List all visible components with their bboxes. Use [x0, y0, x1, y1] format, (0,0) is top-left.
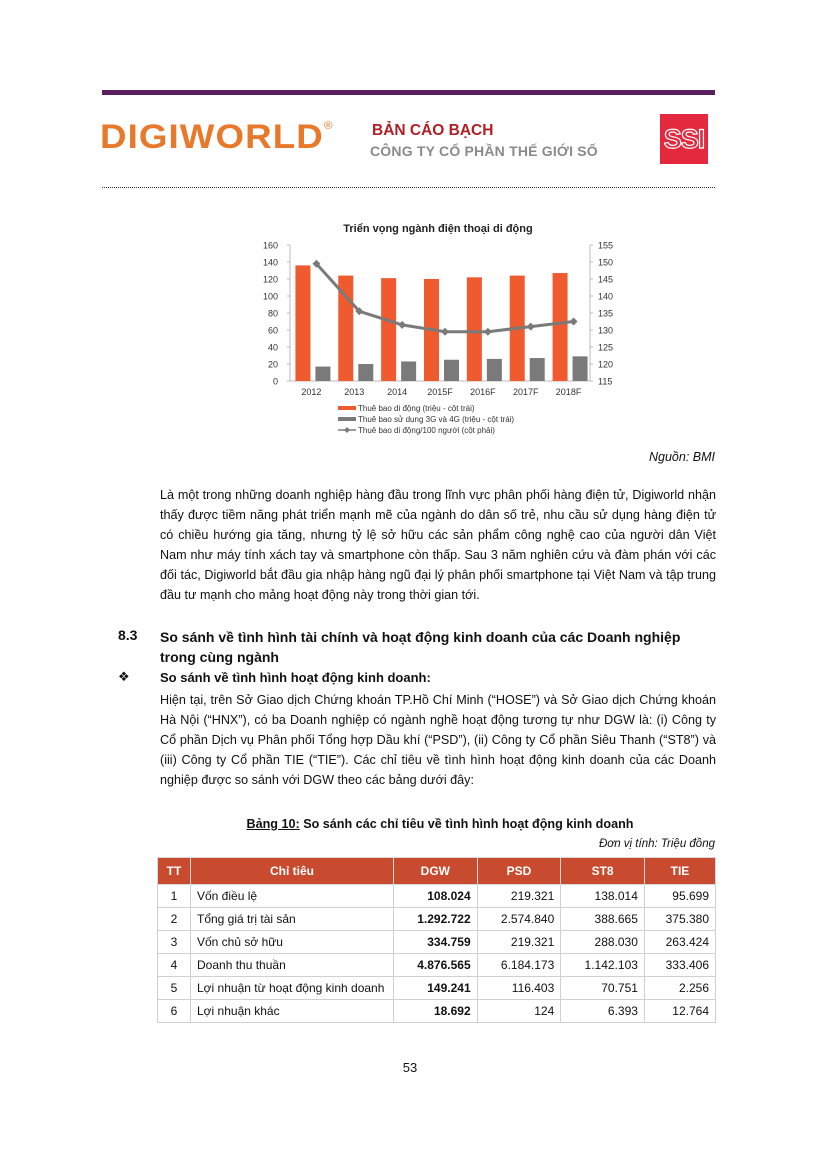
- value-tie: 375.380: [644, 908, 715, 931]
- row-indicator: Tổng giá trị tài sản: [191, 908, 394, 931]
- line-per-100-people: [316, 264, 573, 332]
- value-st8: 1.142.103: [561, 954, 645, 977]
- bar-3g4g-subscribers: [444, 360, 459, 381]
- col-tt: TT: [158, 858, 191, 885]
- line-marker: [441, 328, 449, 336]
- left-tick-label: 40: [267, 342, 278, 353]
- row-indicator: Doanh thu thuần: [191, 954, 394, 977]
- left-tick-label: 0: [272, 376, 278, 387]
- value-dgw: 1.292.722: [394, 908, 478, 931]
- legend-label: Thuê bao di động (triệu - cột trái): [358, 404, 475, 413]
- bar-mobile-subscribers: [381, 278, 396, 381]
- row-number: 6: [158, 1000, 191, 1023]
- value-st8: 388.665: [561, 908, 645, 931]
- right-tick-label: 125: [598, 342, 614, 353]
- x-tick-label: 2015F: [427, 387, 453, 397]
- bar-mobile-subscribers: [553, 273, 568, 381]
- table-row: [158, 885, 716, 908]
- bar-3g4g-subscribers: [530, 358, 545, 381]
- row-number: 2: [158, 908, 191, 931]
- right-tick-label: 120: [598, 359, 614, 370]
- value-st8: 138.014: [561, 885, 645, 908]
- left-tick-label: 140: [262, 257, 278, 268]
- row-number: 5: [158, 977, 191, 1000]
- left-tick-label: 100: [262, 291, 278, 302]
- value-tie: 95.699: [644, 885, 715, 908]
- value-tie: 333.406: [644, 954, 715, 977]
- row-number: 3: [158, 931, 191, 954]
- bar-3g4g-subscribers: [401, 361, 416, 381]
- right-tick-label: 145: [598, 274, 614, 285]
- value-psd: 2.574.840: [477, 908, 561, 931]
- value-st8: 288.030: [561, 931, 645, 954]
- value-tie: 12.764: [644, 1000, 715, 1023]
- left-tick-label: 80: [267, 308, 278, 319]
- x-tick-label: 2013: [344, 387, 365, 397]
- col-tie: TIE: [644, 858, 715, 885]
- value-dgw: 108.024: [394, 885, 478, 908]
- value-psd: 124: [477, 1000, 561, 1023]
- col-dgw: DGW: [394, 858, 478, 885]
- value-psd: 219.321: [477, 885, 561, 908]
- digiworld-logo: [100, 118, 334, 157]
- table-row: [158, 908, 716, 931]
- legend-marker: [344, 427, 350, 433]
- line-marker: [484, 328, 492, 336]
- registered-mark: ®: [323, 120, 334, 132]
- value-tie: 263.424: [644, 931, 715, 954]
- value-dgw: 334.759: [394, 931, 478, 954]
- right-axis: [590, 241, 613, 387]
- value-tie: 2.256: [644, 977, 715, 1000]
- company-name: CÔNG TY CỔ PHẦN THẾ GIỚI SỐ: [370, 143, 598, 159]
- right-tick-label: 140: [598, 291, 614, 302]
- value-dgw: 18.692: [394, 1000, 478, 1023]
- chart-legend: [338, 404, 514, 435]
- value-dgw: 4.876.565: [394, 954, 478, 977]
- table-row: [158, 1000, 716, 1023]
- left-tick-label: 20: [267, 359, 278, 370]
- comparison-table: [157, 857, 716, 1023]
- line-marker: [398, 321, 406, 329]
- subsection-title: So sánh về tình hình hoạt động kinh doanh:: [160, 670, 431, 685]
- table-row: [158, 931, 716, 954]
- right-tick-label: 130: [598, 325, 614, 336]
- chart-title: Triển vọng ngành điện thoại di động: [343, 223, 533, 235]
- row-indicator: Lợi nhuận khác: [191, 1000, 394, 1023]
- legend-label: Thuê bao sử dụng 3G và 4G (triệu - cột trái): [358, 415, 515, 424]
- bar-3g4g-subscribers: [573, 356, 588, 381]
- x-tick-label: 2018F: [555, 387, 582, 397]
- x-tick-label: 2016F: [470, 387, 496, 397]
- chart-source: Nguồn: BMI: [648, 450, 715, 464]
- value-dgw: 149.241: [394, 977, 478, 1000]
- line-marker: [570, 318, 578, 326]
- page-number: 53: [402, 1060, 418, 1075]
- col-psd: PSD: [477, 858, 561, 885]
- table-unit: Đơn vị tính: Triệu đồng: [598, 838, 715, 850]
- x-tick-label: 2012: [301, 387, 322, 397]
- section-number: 8.3: [118, 627, 138, 643]
- x-tick-label: 2017F: [512, 387, 539, 397]
- logo-text: DIGIWORLD: [100, 118, 324, 156]
- table-title: [0, 817, 820, 831]
- header-divider: [102, 187, 715, 188]
- legend-label: Thuê bao di động/100 người (cột phải): [358, 426, 495, 435]
- row-number: 4: [158, 954, 191, 977]
- table-label: Bảng 10:: [246, 817, 300, 831]
- row-indicator: Vốn điều lệ: [191, 885, 394, 908]
- col-indicator: Chỉ tiêu: [191, 858, 394, 885]
- bar-mobile-subscribers: [467, 277, 482, 381]
- right-tick-label: 115: [598, 376, 613, 387]
- right-tick-label: 150: [598, 257, 614, 268]
- bar-3g4g-subscribers: [315, 367, 330, 381]
- document-title: BẢN CÁO BẠCH: [372, 122, 494, 139]
- header-top-bar: [102, 90, 715, 95]
- mobile-outlook-chart: [250, 218, 630, 448]
- ssi-logo: [660, 114, 708, 164]
- bar-3g4g-subscribers: [487, 359, 502, 381]
- bullet-icon: ❖: [118, 669, 130, 684]
- value-psd: 116.403: [477, 977, 561, 1000]
- section-paragraph: Hiện tại, trên Sở Giao dịch Chứng khoán TP.Hồ Chí Minh (“HOSE”) và Sở Giao dịch Chứng khoán Hà Nội (“HNX”), có ba Doanh nghiệp có ngành nghề hoạt động tương tự như DGW là: (i) Công ty Cổ phần Dịch vụ Phân phối Tổng hợp Dầu khí (“PSD”), (ii) Công ty Cổ phần Siêu Thanh (“ST8”) và (iii) Công ty Cổ phần TIE (“TIE”). Các chỉ tiêu về tình hình hoạt động kinh doanh của các Doanh nghiệp được so sánh với DGW theo các bảng dưới đây:: [160, 693, 716, 787]
- right-tick-label: 155: [598, 240, 614, 251]
- x-tick-label: 2014: [387, 387, 408, 397]
- bar-mobile-subscribers: [295, 265, 310, 381]
- table-row: [158, 954, 716, 977]
- value-st8: 6.393: [561, 1000, 645, 1023]
- row-indicator: Lợi nhuận từ hoạt động kinh doanh: [191, 977, 394, 1000]
- legend-swatch: [338, 417, 356, 421]
- table-title-text: So sánh các chỉ tiêu về tình hình hoạt động kinh doanh: [299, 817, 634, 831]
- value-psd: 219.321: [477, 931, 561, 954]
- x-axis-labels: [301, 387, 581, 397]
- table-header-row: [158, 858, 716, 885]
- left-tick-label: 160: [262, 240, 278, 251]
- line-marker: [527, 323, 535, 331]
- left-tick-label: 120: [262, 274, 278, 285]
- col-st8: ST8: [561, 858, 645, 885]
- section-title: So sánh về tình hình tài chính và hoạt động kinh doanh của các Doanh nghiệp trong cùng ngành: [160, 629, 681, 665]
- bars: [295, 265, 587, 381]
- right-tick-label: 135: [598, 308, 614, 319]
- bar-3g4g-subscribers: [358, 364, 373, 381]
- value-psd: 6.184.173: [477, 954, 561, 977]
- row-indicator: Vốn chủ sở hữu: [191, 931, 394, 954]
- row-number: 1: [158, 885, 191, 908]
- intro-paragraph: Là một trong những doanh nghiệp hàng đầu trong lĩnh vực phân phối hàng điện tử, Digiworld nhận thấy được tiềm năng phát triển mạnh mẽ của ngành do dân số trẻ, nhu cầu sử dụng hàng điện tử có chiều hướng gia tăng, nhưng tỷ lệ sở hữu các sản phẩm công nghệ cao của người dân Việt Nam như máy tính xách tay và smartphone còn thấp. Sau 3 năm nghiên cứu và đàm phán với các đối tác, Digiworld bắt đầu gia nhập hàng ngũ đại lý phân phối smartphone tại Việt Nam và tập trung đầu tư mạnh cho mảng hoạt động này trong thời gian tới.: [160, 488, 716, 602]
- table-row: [158, 977, 716, 1000]
- ssi-logo-text: SSI: [663, 123, 705, 154]
- value-st8: 70.751: [561, 977, 645, 1000]
- legend-swatch: [338, 406, 356, 410]
- left-tick-label: 60: [267, 325, 278, 336]
